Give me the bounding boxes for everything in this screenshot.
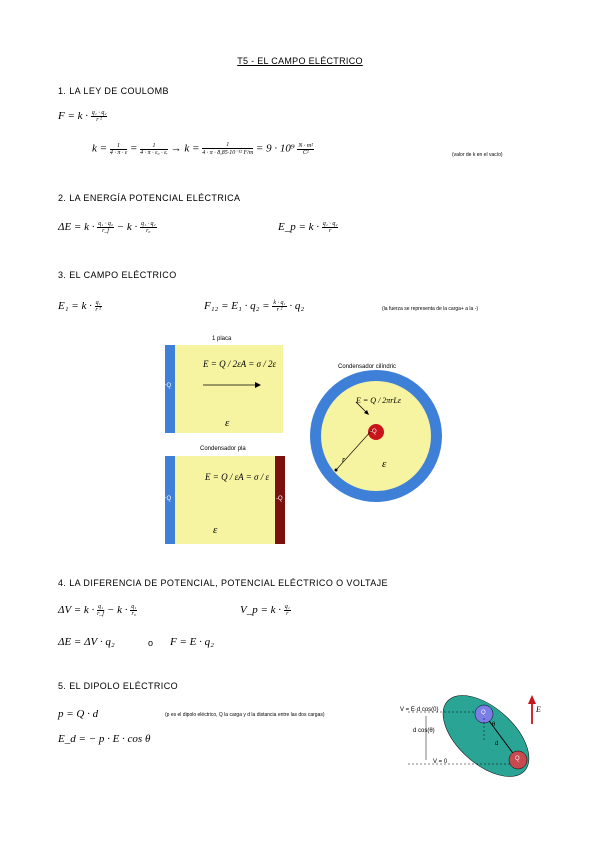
coulomb-law: F = k · $\frac{\text{q₁ · q₂}}{\text{r ²}}$ xyxy=(58,110,107,123)
plane-formula: E = Q / 2εA = σ / 2ε xyxy=(203,359,277,369)
dipole-top-label: V = E·d cos(0) xyxy=(400,707,439,713)
k-note: (valor de k en el vacío) xyxy=(452,152,503,158)
capacitor-label: Condensador pla xyxy=(200,446,246,452)
section-1-heading: 1. LA LEY DE COULOMB xyxy=(58,86,169,96)
dipole-moment-equation: p = Q · d xyxy=(58,708,99,720)
capacitor-formula: E = Q / εA = σ / ε xyxy=(205,472,270,482)
dipole-theta-label: θ xyxy=(492,722,496,728)
section-5-heading: 5. EL DIPOLO ELÉCTRICO xyxy=(58,681,178,691)
dipole-energy-equation: E_d = − p · E · cos θ xyxy=(58,733,151,745)
cylinder-label: Condensador cilíndric xyxy=(338,364,397,370)
potential-energy-equation: E_p = k · $\frac{\text{q₁ · q₂}}{r}$ xyxy=(278,221,338,234)
energy-voltage-equation: ΔE = ΔV · q₂ xyxy=(58,636,115,648)
field-equation: E₁ = k · $\frac{\text{q₁}}{\text{r ²}}$ xyxy=(58,300,101,313)
cylinder-diagram xyxy=(308,368,444,504)
field-arrow xyxy=(203,381,263,389)
cylinder-eps: ε xyxy=(382,458,387,470)
cylinder-center: -Q xyxy=(370,429,377,435)
capacitor-eps: ε xyxy=(213,524,218,536)
force-note: (la fuerza se representa de la carga+ a la -) xyxy=(382,306,479,312)
plane-eps: ε xyxy=(225,417,230,429)
section-4-heading: 4. LA DIFERENCIA DE POTENCIAL, POTENCIAL ELÉCTRICO O VOLTAJE xyxy=(58,578,388,588)
positive-plate xyxy=(165,345,175,433)
k-constant-equation: k = $\frac{1}{4 \cdot \pi \cdot \varepsilon}$ = $\frac{1}{\text{4 · π · ε₀ · εᵣ}}$ → k = $\frac{1}{\text{4 · π · 8,85·10⁻¹² F/m}}$ = 9 · 10⁹ $\frac{\text{N · m²}}{\text{C²}}$ xyxy=(92,142,314,156)
capacitor-minus: -Q xyxy=(276,496,283,502)
delta-v-equation: ΔV = k · $\frac{\text{q₁}}{r\_f}$ − k · $\frac{\text{q₁}}{\text{r₀}}$ xyxy=(58,604,137,617)
force-equation: F = E · q₂ xyxy=(170,636,214,648)
section-3-heading: 3. EL CAMPO ELÉCTRICO xyxy=(58,270,177,280)
page-title: T5 - EL CAMPO ELÉCTRICO xyxy=(237,56,363,66)
dipole-mid-label: d cos(θ) xyxy=(413,728,435,734)
force-field-equation: F₁₂ = E₁ · q₂ = $\frac{\text{k · q₁}}{\text{r ²}}$ · q₂ xyxy=(204,300,305,313)
potential-equation: V_p = k · $\frac{\text{q₁}}{r}$ xyxy=(240,604,290,617)
capacitor-plus: +Q xyxy=(163,496,172,502)
cylinder-r: r xyxy=(342,455,346,464)
cylinder-formula: E = Q / 2πrLε xyxy=(356,396,402,405)
plane-diagram xyxy=(165,345,283,433)
dipole-d-label: d xyxy=(495,741,499,747)
capacitor-diagram xyxy=(165,456,285,544)
section-2-heading: 2. LA ENERGÍA POTENCIAL ELÉCTRICA xyxy=(58,193,241,203)
dipole-bottom-label: V = 0 xyxy=(433,759,448,765)
plane-label: 1 placa xyxy=(212,336,232,342)
dipole-field-label: E xyxy=(536,705,541,714)
dipole-q2: Q xyxy=(515,756,520,762)
delta-energy-equation: ΔE = k · $\frac{\text{q₁ · q₂}}{r\_f}$ − k · $\frac{\text{q₁ · q₂}}{\text{r₀}}$ xyxy=(58,221,156,234)
dipole-note: (p es el dipolo eléctrico, Q la carga y d la distancia entre las dos cargas) xyxy=(165,712,325,718)
dipole-q1: Q xyxy=(481,710,486,716)
plane-charge: +Q xyxy=(163,383,172,389)
or-word: o xyxy=(148,638,154,648)
